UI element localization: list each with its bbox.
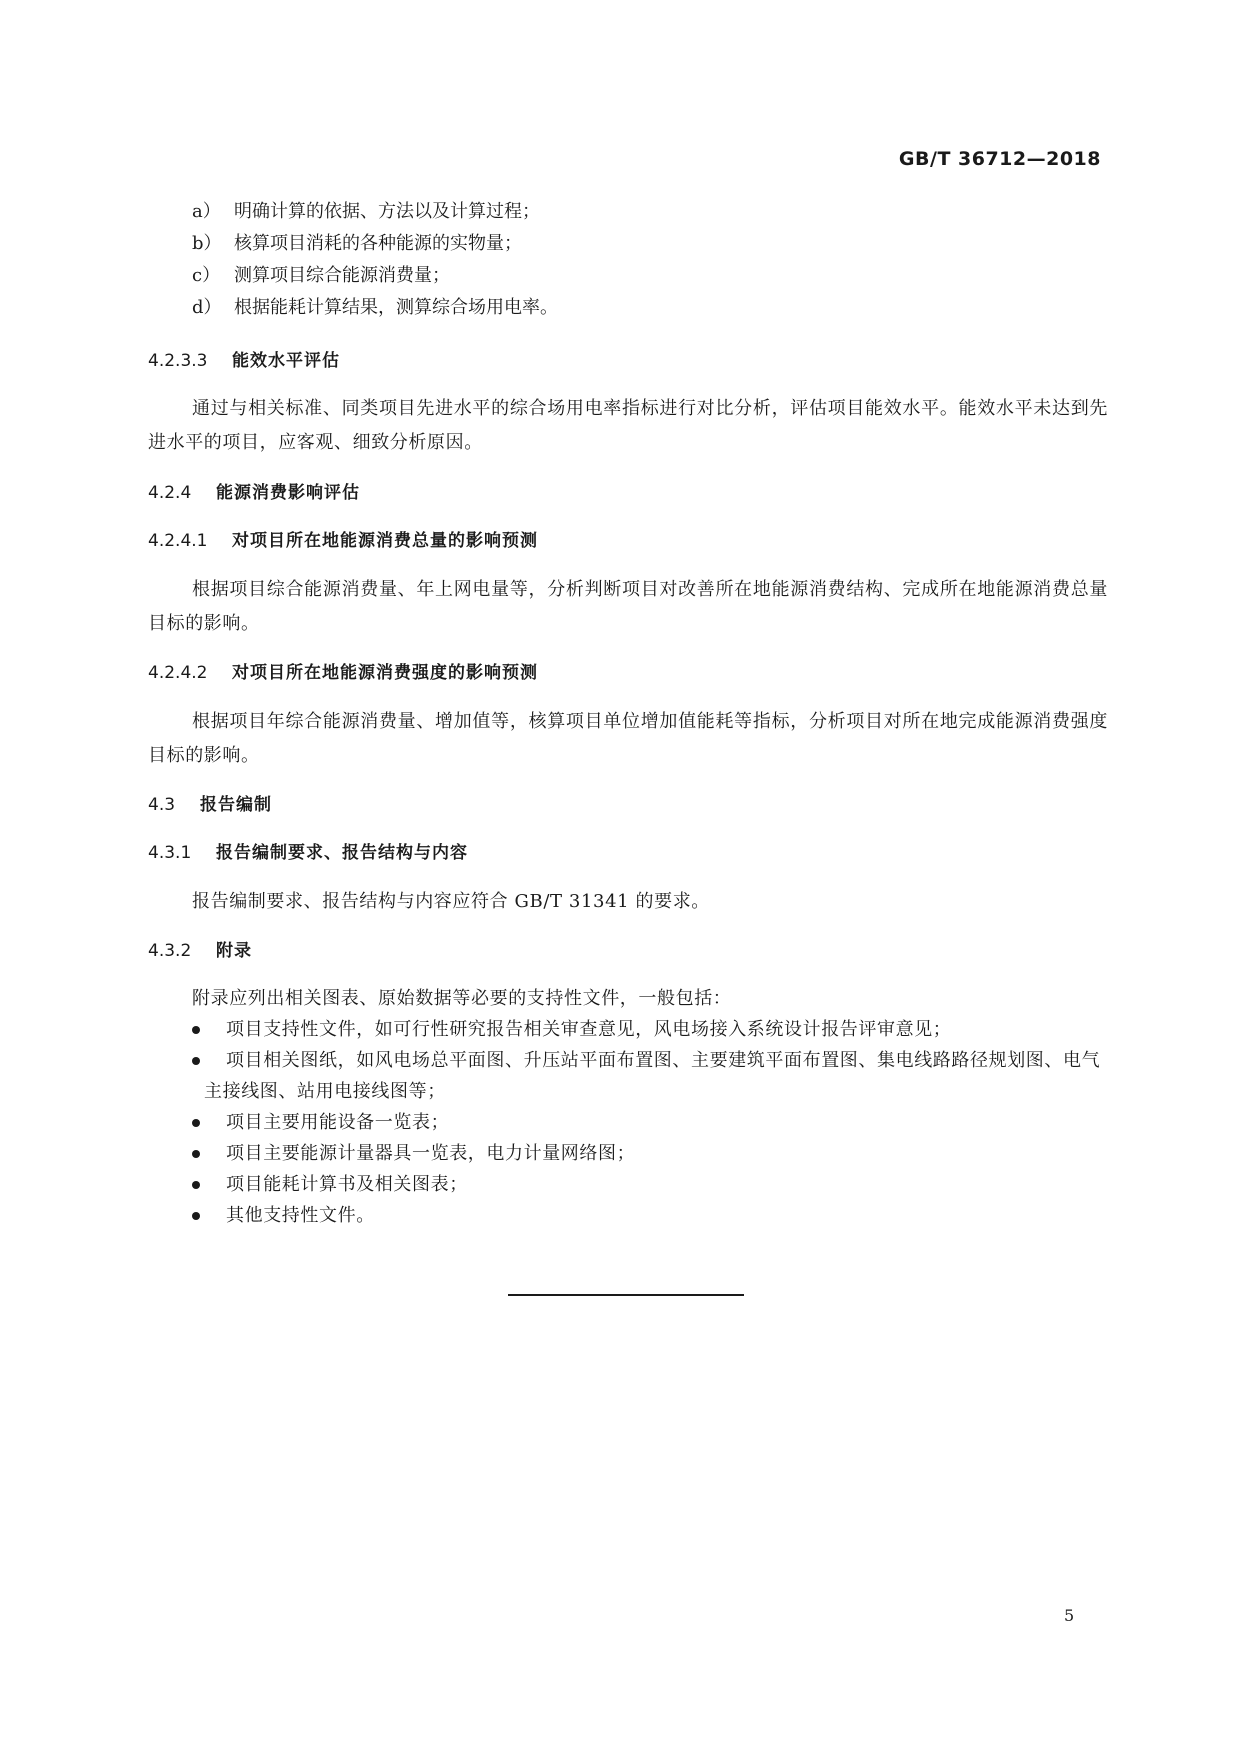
list-text: 核算项目消耗的各种能源的实物量； xyxy=(234,233,522,254)
section-title: 对项目所在地能源消费总量的影响预测 xyxy=(232,531,538,551)
list-item xyxy=(148,260,450,292)
list-text: 项目主要用能设备一览表； xyxy=(226,1112,450,1133)
section-heading-4-2-3-3 xyxy=(148,346,340,376)
section-body: 根据项目综合能源消费量、年上网电量等，分析判断项目对改善所在地能源消费结构、完成所在地能源消费总量目标的影响。 xyxy=(148,579,1108,634)
list-text: 其他支持性文件。 xyxy=(226,1205,375,1226)
section-number: 4.3.1 xyxy=(148,843,192,863)
list-text: 项目相关图纸，如风电场总平面图、升压站平面布置图、主要建筑平面布置图、集电线路路径规划图、电气主接线图、站用电接线图等； xyxy=(204,1050,1101,1102)
section-title: 报告编制要求、报告结构与内容 xyxy=(216,843,468,863)
section-heading-4-3 xyxy=(148,790,272,820)
section-heading-4-3-1 xyxy=(148,838,468,868)
section-body: 报告编制要求、报告结构与内容应符合 GB/T 31341 的要求。 xyxy=(192,891,710,912)
section-body: 附录应列出相关图表、原始数据等必要的支持性文件，一般包括： xyxy=(192,988,732,1009)
section-number: 4.3 xyxy=(148,795,176,815)
list-text: 明确计算的依据、方法以及计算过程； xyxy=(234,201,540,222)
section-title: 能源消费影响评估 xyxy=(216,483,360,503)
bullet-icon xyxy=(192,1026,200,1034)
section-number: 4.2.4.1 xyxy=(148,531,208,551)
section-heading-4-3-2 xyxy=(148,936,252,966)
bullet-icon xyxy=(192,1181,200,1189)
section-title: 报告编制 xyxy=(200,795,272,815)
list-marker: a） xyxy=(192,201,221,222)
standard-code: GB/T 36712—2018 xyxy=(898,148,1101,170)
section-title: 附录 xyxy=(216,941,252,961)
section-number: 4.3.2 xyxy=(148,941,192,961)
section-heading-4-2-4-2 xyxy=(148,658,538,688)
section-number: 4.2.4.2 xyxy=(148,663,208,683)
bullet-icon xyxy=(192,1119,200,1127)
section-body: 根据项目年综合能源消费量、增加值等，核算项目单位增加值能耗等指标，分析项目对所在地完成能源消费强度目标的影响。 xyxy=(148,711,1108,766)
section-body: 通过与相关标准、同类项目先进水平的综合场用电率指标进行对比分析，评估项目能效水平。能效水平未达到先进水平的项目，应客观、细致分析原因。 xyxy=(148,398,1108,453)
bullet-icon xyxy=(192,1057,200,1065)
section-number: 4.2.4 xyxy=(148,483,192,503)
list-item xyxy=(148,1169,1108,1200)
list-marker: d） xyxy=(192,297,222,318)
list-item xyxy=(148,292,558,324)
list-item xyxy=(148,196,540,228)
section-number: 4.2.3.3 xyxy=(148,351,208,371)
list-text: 项目主要能源计量器具一览表，电力计量网络图； xyxy=(226,1143,636,1164)
list-text: 项目支持性文件，如可行性研究报告相关审查意见，风电场接入系统设计报告评审意见； xyxy=(226,1019,952,1040)
list-item xyxy=(148,1138,1108,1169)
bullet-icon xyxy=(192,1150,200,1158)
list-marker: b） xyxy=(192,233,222,254)
list-text: 测算项目综合能源消费量； xyxy=(234,265,450,286)
list-item xyxy=(148,1014,1108,1045)
page-number: 5 xyxy=(1064,1606,1075,1625)
end-of-standard-rule xyxy=(508,1294,744,1296)
bullet-icon xyxy=(192,1212,200,1220)
section-title: 对项目所在地能源消费强度的影响预测 xyxy=(232,663,538,683)
list-text: 根据能耗计算结果，测算综合场用电率。 xyxy=(234,297,558,318)
list-item xyxy=(148,1200,1108,1231)
section-title: 能效水平评估 xyxy=(232,351,340,371)
list-item xyxy=(148,1045,1108,1107)
list-item xyxy=(148,1107,1108,1138)
section-heading-4-2-4-1 xyxy=(148,526,538,556)
section-heading-4-2-4 xyxy=(148,478,360,508)
list-text: 项目能耗计算书及相关图表； xyxy=(226,1174,468,1195)
list-item xyxy=(148,228,522,260)
list-marker: c） xyxy=(192,265,221,286)
